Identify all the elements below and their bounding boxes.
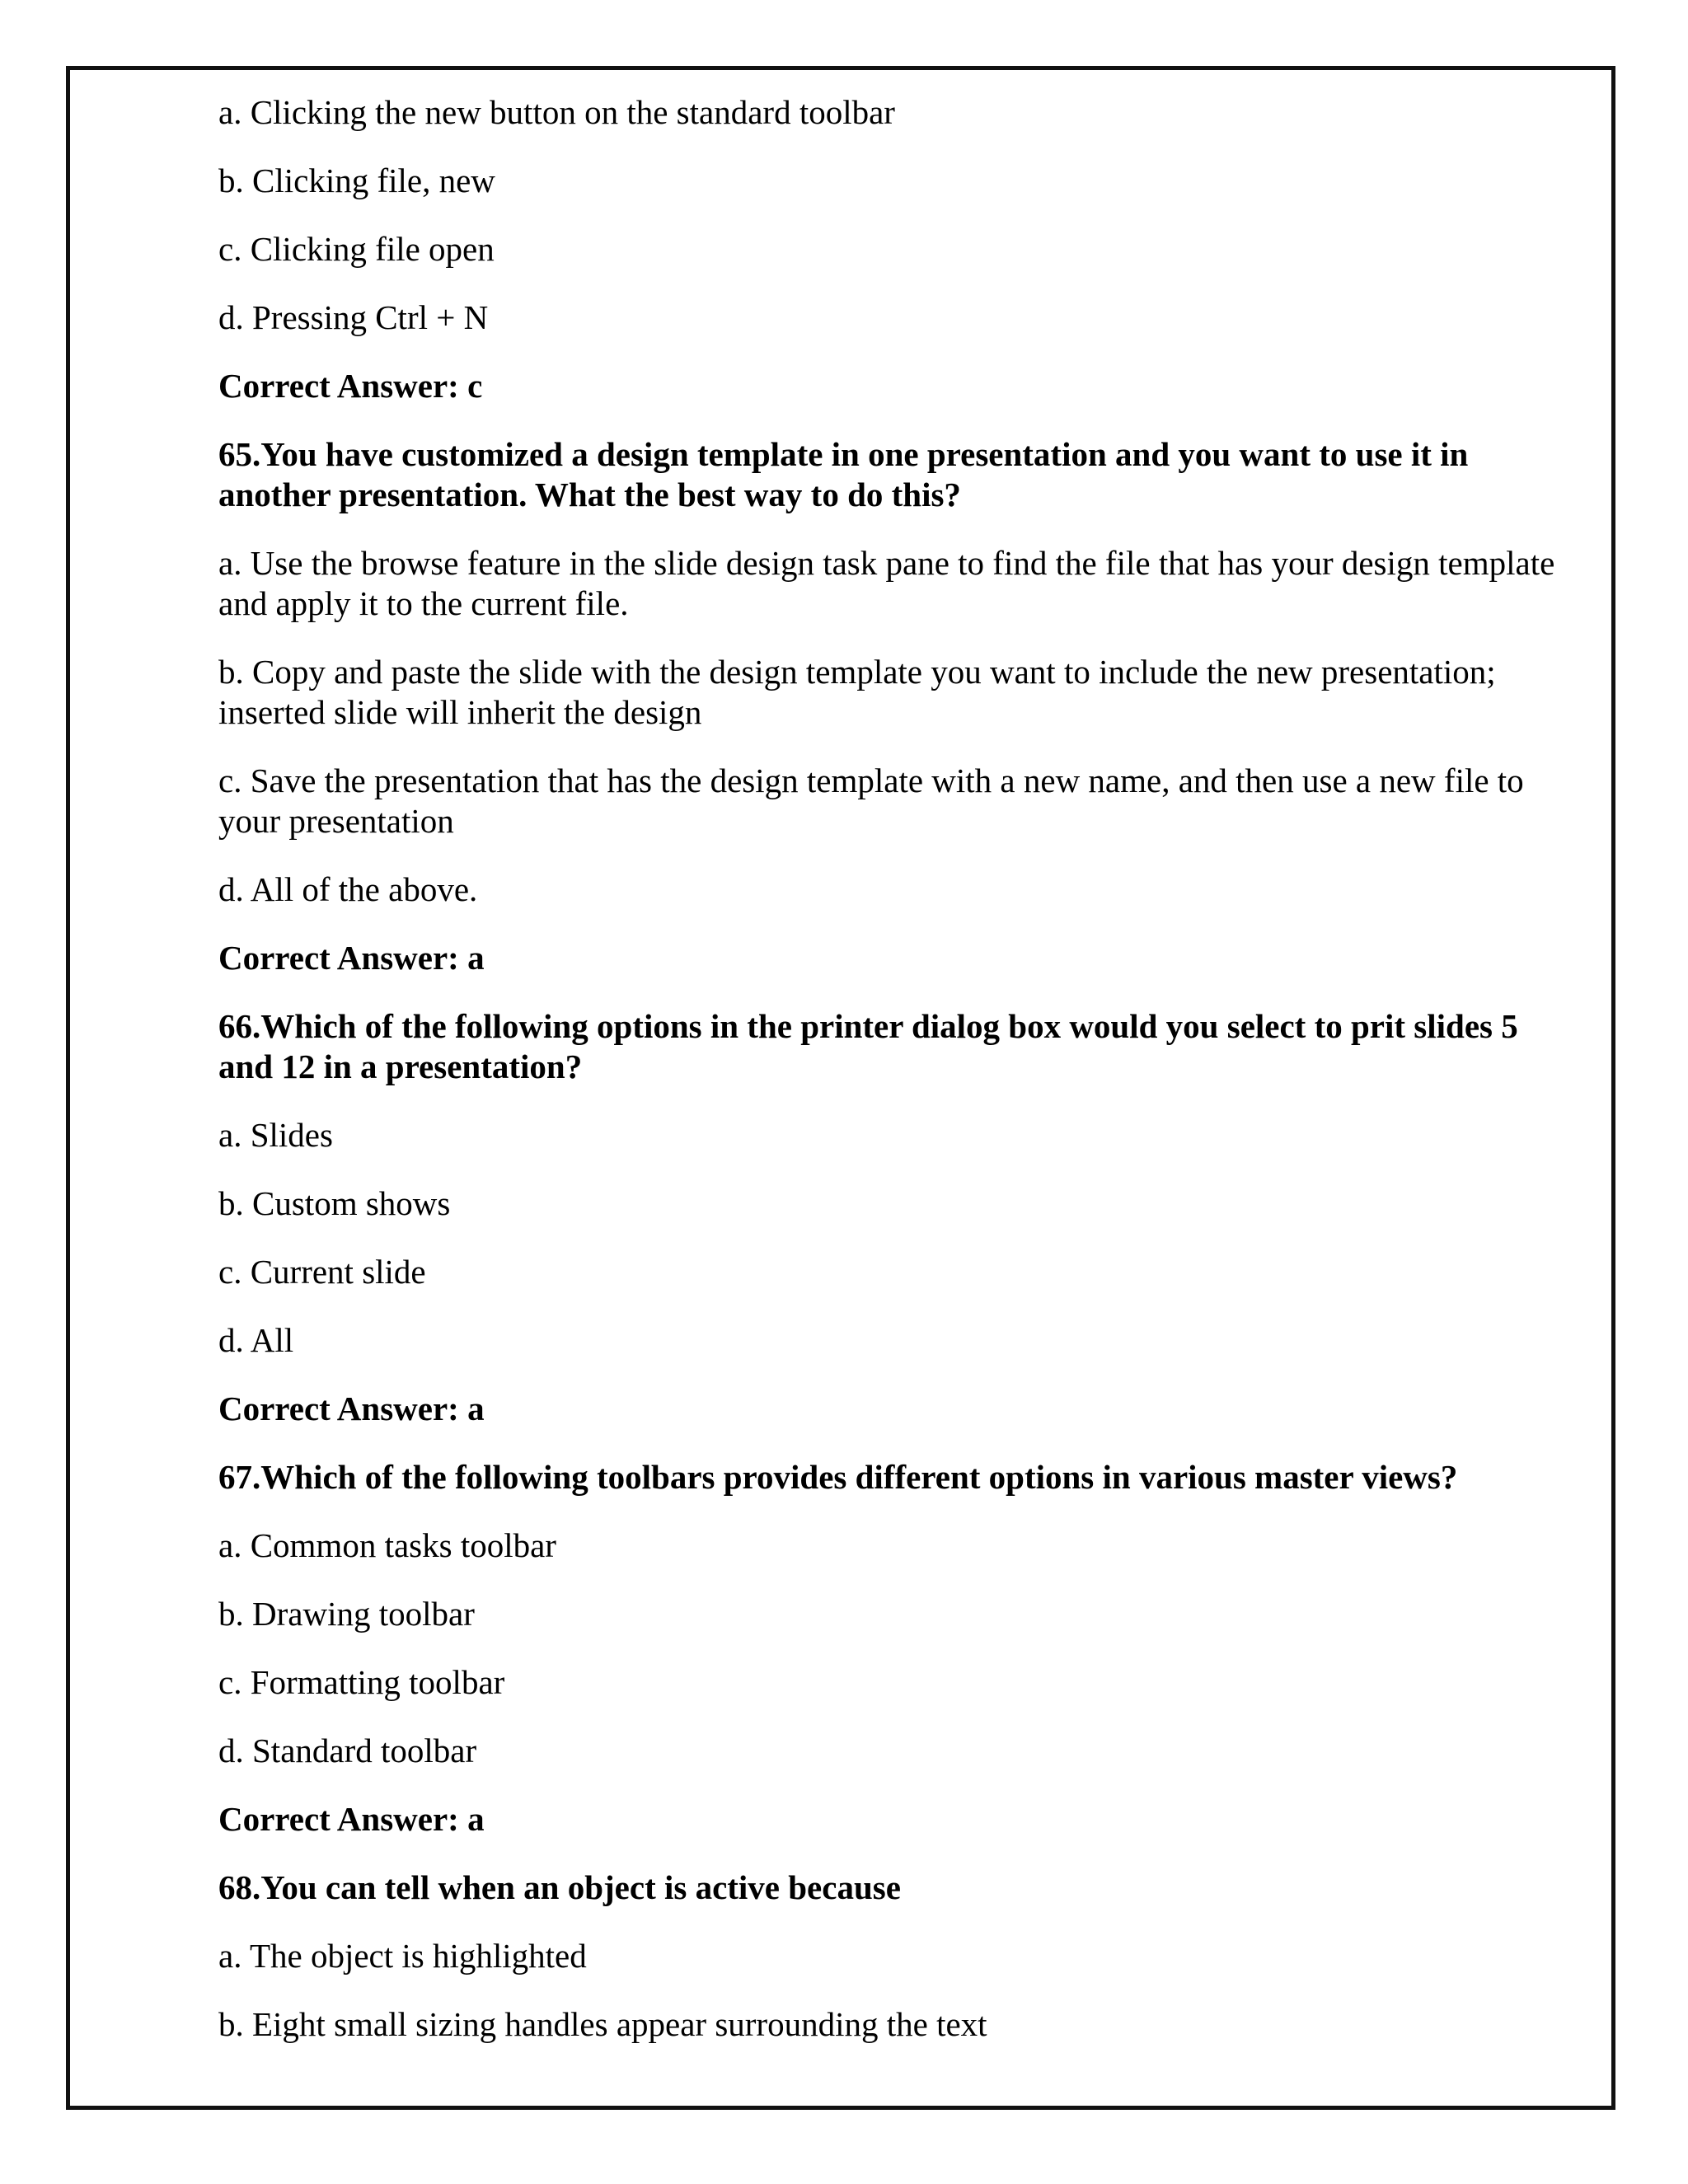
question-text: 66.Which of the following options in the printer dialog box would you select to prit slides 5 and 12 in a presentation? [218,1007,1518,1085]
option-text: a. Clicking the new button on the standard toolbar [218,93,895,131]
option-text: a. The object is highlighted [218,1937,587,1975]
option-text: a. Common tasks toolbar [218,1526,556,1564]
option-text: b. Clicking file, new [218,162,495,199]
option-text: a. Slides [218,1116,333,1154]
option-text: b. Drawing toolbar [218,1595,475,1633]
question-text: 65.You have customized a design template in one presentation and you want to use it in another presentation. What the best way to do this? [218,435,1469,513]
option-text: d. Pressing Ctrl + N [218,298,489,336]
option-text: c. Formatting toolbar [218,1663,505,1701]
correct-answer: Correct Answer: c [218,367,483,405]
option-text: a. Use the browse feature in the slide design task pane to find the file that has your design template and apply it to the current file. [218,544,1555,622]
document-body [218,92,1578,2073]
option-text: d. All [218,1321,294,1359]
option-text: d. All of the above. [218,870,478,908]
question-text: 68.You can tell when an object is active because [218,1868,901,1906]
question-text: 67.Which of the following toolbars provides different options in various master views? [218,1458,1458,1496]
option-text: c. Clicking file open [218,230,495,268]
correct-answer: Correct Answer: a [218,1390,485,1427]
correct-answer: Correct Answer: a [218,939,485,977]
correct-answer: Correct Answer: a [218,1800,485,1838]
option-text: c. Save the presentation that has the design template with a new name, and then use a new file to your presentation [218,762,1524,840]
option-text: c. Current slide [218,1253,426,1291]
option-text: b. Copy and paste the slide with the design template you want to include the new presentation; inserted slide will inherit the design [218,653,1496,731]
option-text: b. Eight small sizing handles appear surrounding the text [218,2005,987,2043]
option-text: d. Standard toolbar [218,1732,477,1769]
option-text: b. Custom shows [218,1184,451,1222]
